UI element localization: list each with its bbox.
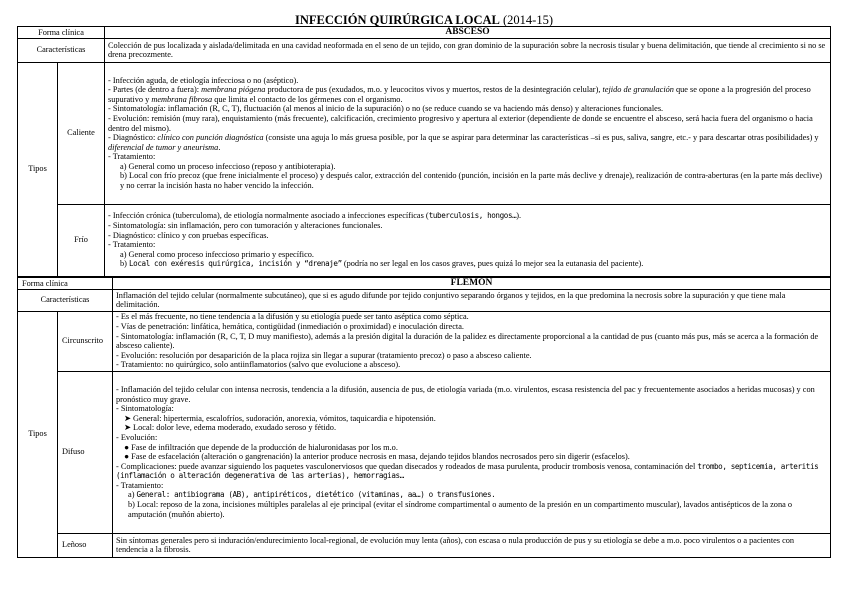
circunscrito-line-5: - Tratamiento: no quirúrgico, solo antiinflamatorios (salvo que evolucione a absceso). [116,360,401,370]
frio-line-4: - Tratamiento: [108,240,156,250]
absceso-caliente-label: Caliente [58,62,105,204]
flemon-difuso-label: Difuso [58,371,113,533]
flemon-caracteristicas-text: Inflamación del tejido celular (normalmente subcutáneo), que si es agudo difunde por tejido conjuntivo separando órganos y tejidos, en la que predomina la necrosis sobre la supuración y que tiene mala delimitación. [113,289,831,311]
flemon-caracteristicas-label: Características [18,289,113,311]
caliente-line-6: - Tratamiento: [108,152,156,162]
flemon-circunscrito-content [113,311,831,371]
difuso-line-4: ➤ Local: dolor leve, edema moderado, exudado seroso y fétido. [124,423,337,433]
flemon-tipos-label: Tipos [18,311,58,557]
title-main: INFECCIÓN QUIRÚRGICA LOCAL [294,13,500,27]
caliente-line-1: - Infección aguda, de etiología infecciosa o no (aséptico). [108,75,299,85]
circunscrito-line-1: - Es el más frecuente, no tiene tendencia a la difusión y su etiología puede ser tanto aséptica como séptica. [116,312,469,322]
caliente-line-7: a) General como un proceso infeccioso (reposo y antibioterapia). [120,161,336,171]
caliente-line-8: b) Local con frío precoz (que frene inicialmente el proceso) y después calor, extracción del contenido (punción, incisión en la parte más declive y drenaje), realización de contra-aberturas (en la parte más declive) y no cerrar la incisión hasta no haber vencido la infección. [120,171,823,191]
difuso-line-2: - Sintomatología: [116,404,174,414]
flemon-table [17,277,831,558]
flemon-circunscrito-label: Circunscrito [58,311,113,371]
absceso-caracteristicas-label: Características [18,38,105,62]
difuso-line-10: a) General: antibiograma (AB), antipiréticos, dietético (vitaminas, aa…) o transfusiones. [128,490,496,500]
title-year: (2014-15) [503,13,553,27]
difuso-line-11: b) Local: reposo de la zona, incisiones múltiples paralelas al eje principal (evitar el síndrome compartimental o aumento de la presión en un compartimento muscular), lavados antisépticos de la zona o amputación (muñón abierto). [128,500,793,519]
absceso-header: ABSCESO [105,27,831,39]
flemon-lenoso-label: Leñoso [58,533,113,557]
frio-line-5: a) General como proceso infeccioso primario y específico. [120,249,314,259]
absceso-forma-clinica-label: Forma clínica [18,27,105,39]
absceso-caliente-content [105,62,831,204]
absceso-tipos-label: Tipos [18,62,58,276]
frio-line-3: - Diagnóstico: clínico y con pruebas específicas. [108,230,269,240]
difuso-line-3: ➤ General: hipertermia, escalofríos, sudoración, anorexia, vómitos, taquicardia e hipotensión. [124,413,436,423]
caliente-line-2: - Partes (de dentro a fuera): membrana piógena productora de pus (exudados, m.o. y leucocitos vivos y muertos, restos de la desintegración celular), tejido de granulación que se opone a la progresión del proceso supurativo y membrana fibrosa que limita el contacto de los gérmenes con el organismo. [108,85,811,104]
caliente-line-4: - Evolución: remisión (muy rara), enquistamiento (más frecuente), calcificación, crecimiento progresivo y apertura al exterior (dependiente de donde se encuentre el absceso, será hacia fuera del organismo o hacia dentro del mismo). [108,113,813,133]
absceso-table [17,26,831,277]
absceso-frio-label: Frío [58,204,105,276]
circunscrito-line-3: - Sintomatología: inflamación (R, C, T, D muy manifiesto), además a la presión digital la duración de la palidez es directamente proporcional a la cantidad de pus (cuanto más pus, más se acerca a la formación de absceso caliente). [116,331,819,351]
difuso-line-1: - Inflamación del tejido celular con intensa necrosis, tendencia a la difusión, ausencia de pus, de etiología variada (m.o. virulentos, escasa resistencia del pac y frecuentemente asociados a heridas mucosas) y con pronóstico muy grave. [116,384,815,404]
page-title [0,13,848,27]
difuso-line-8: - Complicaciones: puede avanzar siguiendo los paquetes vasculonerviosos que quedan disecados y rodeados de masa purulenta, producir trombosis venosa, contaminación del trombo, septicemia, arteritis (inflamación o alteración degenerativa de las arterias), hemorragias… [116,461,819,481]
frio-line-1: - Infección crónica (tuberculoma), de etiología normalmente asociado a infecciones específicas (tuberculosis, hongos…). [108,211,522,221]
circunscrito-line-4: - Evolución: resolución por desaparición de la placa rojiza sin llegar a supurar (tratamiento precoz) o paso a absceso caliente. [116,350,532,360]
difuso-line-9: - Tratamiento: [116,480,164,490]
caliente-line-3: - Sintomatología: inflamación (R, C, T), fluctuación (al menos al inicio de la supuración) o no (se reduce cuando se va haciendo más denso) y alteraciones funcionales. [108,104,664,114]
flemon-difuso-content [113,371,831,533]
difuso-line-7: ● Fase de esfacelación (alteración o gangrenación) la anterior produce necrosis en masa, dejando tejidos blandos necrosados pero sin digerir (esfacelos). [124,452,630,462]
flemon-forma-clinica-label: Forma clínica [18,278,113,290]
frio-line-6: b) Local con exéresis quirúrgica, incisión y “drenaje” (podría no ser legal en los casos graves, pues quizá lo mejor sea la eutanasia del paciente). [120,259,644,269]
circunscrito-line-2: - Vías de penetración: linfática, hemática, contigüidad (inmediación o proximidad) e inoculación directa. [116,321,464,331]
flemon-header: FLEMÓN [113,278,831,290]
caliente-line-5: - Diagnóstico: clínico con punción diagnóstica (consiste una aguja lo más gruesa posible, por la que se aspirar para determinar las características –si es pus, saliva, sangre, etc.- y para descartar otras posibilidades) y diferencial de tumor y aneurisma. [108,133,819,152]
difuso-line-6: ● Fase de infiltración que depende de la producción de hialuronidasas por los m.o. [124,442,398,452]
flemon-lenoso-content: Sin síntomas generales pero si induración/endurecimiento local-regional, de evolución muy lenta (años), con escasa o nula producción de pus y su etiología se debe a m.o. poco virulentos o a pacientes con tendencia a la fibrosis. [113,533,831,557]
absceso-frio-content [105,204,831,276]
absceso-caracteristicas-text: Colección de pus localizada y aislada/delimitada en una cavidad neoformada en el seno de un tejido, con gran dominio de la supuración sobre la necrosis tisular y buena delimitación, que tiende al crecimiento si no se drena precozmente. [105,38,831,62]
difuso-line-5: - Evolución: [116,432,158,442]
frio-line-2: - Sintomatología: sin inflamación, pero con tumoración y alteraciones funcionales. [108,220,383,230]
